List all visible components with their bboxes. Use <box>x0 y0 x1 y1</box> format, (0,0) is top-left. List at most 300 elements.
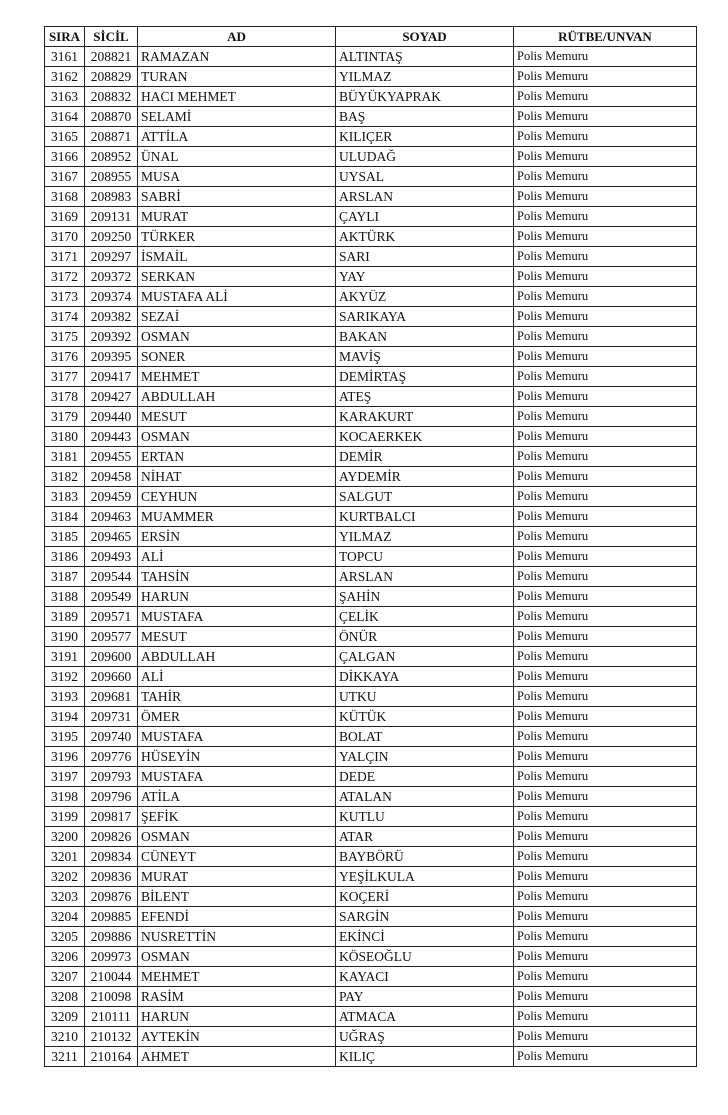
soyad-cell: KURTBALCI <box>336 507 514 527</box>
sira-cell: 3200 <box>45 827 85 847</box>
sira-cell: 3168 <box>45 187 85 207</box>
rutbe-cell: Polis Memuru <box>514 627 697 647</box>
soyad-cell: KAYACI <box>336 967 514 987</box>
ad-cell: ABDULLAH <box>138 387 336 407</box>
ad-cell: EFENDİ <box>138 907 336 927</box>
table-row <box>45 167 697 187</box>
sicil-cell: 209250 <box>85 227 138 247</box>
sira-cell: 3166 <box>45 147 85 167</box>
table-row <box>45 727 697 747</box>
sira-cell: 3204 <box>45 907 85 927</box>
rutbe-cell: Polis Memuru <box>514 827 697 847</box>
rutbe-cell: Polis Memuru <box>514 527 697 547</box>
ad-cell: ERSİN <box>138 527 336 547</box>
soyad-cell: YAY <box>336 267 514 287</box>
sira-cell: 3197 <box>45 767 85 787</box>
soyad-cell: ÇAYLI <box>336 207 514 227</box>
sicil-cell: 210044 <box>85 967 138 987</box>
sira-cell: 3208 <box>45 987 85 1007</box>
rutbe-cell: Polis Memuru <box>514 247 697 267</box>
table-row <box>45 127 697 147</box>
table-row <box>45 547 697 567</box>
header-sira: SIRA <box>45 27 85 47</box>
table-row <box>45 847 697 867</box>
table-row <box>45 387 697 407</box>
sira-cell: 3169 <box>45 207 85 227</box>
table-row <box>45 367 697 387</box>
table-row <box>45 567 697 587</box>
rutbe-cell: Polis Memuru <box>514 327 697 347</box>
table-row <box>45 607 697 627</box>
ad-cell: TAHİR <box>138 687 336 707</box>
soyad-cell: ARSLAN <box>336 567 514 587</box>
soyad-cell: ALTINTAŞ <box>336 47 514 67</box>
rutbe-cell: Polis Memuru <box>514 367 697 387</box>
sira-cell: 3165 <box>45 127 85 147</box>
ad-cell: RAMAZAN <box>138 47 336 67</box>
sicil-cell: 209440 <box>85 407 138 427</box>
ad-cell: ÜNAL <box>138 147 336 167</box>
rutbe-cell: Polis Memuru <box>514 1047 697 1067</box>
ad-cell: OSMAN <box>138 947 336 967</box>
ad-cell: RASİM <box>138 987 336 1007</box>
sicil-cell: 209395 <box>85 347 138 367</box>
ad-cell: ALİ <box>138 667 336 687</box>
sira-cell: 3193 <box>45 687 85 707</box>
sicil-cell: 208832 <box>85 87 138 107</box>
sicil-cell: 209374 <box>85 287 138 307</box>
table-row <box>45 987 697 1007</box>
ad-cell: MUSTAFA <box>138 767 336 787</box>
table-body <box>45 47 697 1067</box>
soyad-cell: SARIKAYA <box>336 307 514 327</box>
ad-cell: ÖMER <box>138 707 336 727</box>
rutbe-cell: Polis Memuru <box>514 987 697 1007</box>
ad-cell: CEYHUN <box>138 487 336 507</box>
sira-cell: 3195 <box>45 727 85 747</box>
sicil-cell: 209885 <box>85 907 138 927</box>
ad-cell: ALİ <box>138 547 336 567</box>
soyad-cell: SALGUT <box>336 487 514 507</box>
rutbe-cell: Polis Memuru <box>514 927 697 947</box>
ad-cell: NUSRETTİN <box>138 927 336 947</box>
soyad-cell: YILMAZ <box>336 67 514 87</box>
ad-cell: AHMET <box>138 1047 336 1067</box>
rutbe-cell: Polis Memuru <box>514 347 697 367</box>
table-header <box>45 27 697 47</box>
table-row <box>45 1047 697 1067</box>
rutbe-cell: Polis Memuru <box>514 287 697 307</box>
table-row <box>45 227 697 247</box>
sicil-cell: 209465 <box>85 527 138 547</box>
sira-cell: 3187 <box>45 567 85 587</box>
sira-cell: 3173 <box>45 287 85 307</box>
soyad-cell: ATALAN <box>336 787 514 807</box>
soyad-cell: SARGİN <box>336 907 514 927</box>
rutbe-cell: Polis Memuru <box>514 147 697 167</box>
document-page <box>44 26 696 1067</box>
ad-cell: TURAN <box>138 67 336 87</box>
sira-cell: 3202 <box>45 867 85 887</box>
sira-cell: 3178 <box>45 387 85 407</box>
sicil-cell: 209493 <box>85 547 138 567</box>
sira-cell: 3185 <box>45 527 85 547</box>
ad-cell: OSMAN <box>138 827 336 847</box>
soyad-cell: KOÇERİ <box>336 887 514 907</box>
ad-cell: MUSTAFA <box>138 607 336 627</box>
sicil-cell: 210164 <box>85 1047 138 1067</box>
ad-cell: SONER <box>138 347 336 367</box>
sicil-cell: 209458 <box>85 467 138 487</box>
ad-cell: MUSTAFA ALİ <box>138 287 336 307</box>
rutbe-cell: Polis Memuru <box>514 1027 697 1047</box>
table-row <box>45 207 697 227</box>
sicil-cell: 209372 <box>85 267 138 287</box>
sicil-cell: 209836 <box>85 867 138 887</box>
table-row <box>45 487 697 507</box>
soyad-cell: UTKU <box>336 687 514 707</box>
ad-cell: TÜRKER <box>138 227 336 247</box>
soyad-cell: KARAKURT <box>336 407 514 427</box>
sicil-cell: 209660 <box>85 667 138 687</box>
rutbe-cell: Polis Memuru <box>514 107 697 127</box>
sira-cell: 3201 <box>45 847 85 867</box>
ad-cell: HARUN <box>138 587 336 607</box>
ad-cell: OSMAN <box>138 327 336 347</box>
sira-cell: 3205 <box>45 927 85 947</box>
rutbe-cell: Polis Memuru <box>514 187 697 207</box>
soyad-cell: BAYBÖRÜ <box>336 847 514 867</box>
ad-cell: HARUN <box>138 1007 336 1027</box>
sira-cell: 3176 <box>45 347 85 367</box>
ad-cell: MURAT <box>138 867 336 887</box>
ad-cell: MURAT <box>138 207 336 227</box>
rutbe-cell: Polis Memuru <box>514 47 697 67</box>
table-row <box>45 927 697 947</box>
table-row <box>45 807 697 827</box>
sira-cell: 3188 <box>45 587 85 607</box>
soyad-cell: SARI <box>336 247 514 267</box>
rutbe-cell: Polis Memuru <box>514 607 697 627</box>
sicil-cell: 209297 <box>85 247 138 267</box>
sira-cell: 3171 <box>45 247 85 267</box>
ad-cell: ŞEFİK <box>138 807 336 827</box>
sira-cell: 3182 <box>45 467 85 487</box>
rutbe-cell: Polis Memuru <box>514 867 697 887</box>
ad-cell: MESUT <box>138 407 336 427</box>
rutbe-cell: Polis Memuru <box>514 67 697 87</box>
soyad-cell: KÜTÜK <box>336 707 514 727</box>
table-row <box>45 967 697 987</box>
sira-cell: 3186 <box>45 547 85 567</box>
soyad-cell: KILIÇER <box>336 127 514 147</box>
table-row <box>45 87 697 107</box>
ad-cell: ABDULLAH <box>138 647 336 667</box>
table-row <box>45 107 697 127</box>
ad-cell: SELAMİ <box>138 107 336 127</box>
sicil-cell: 208952 <box>85 147 138 167</box>
soyad-cell: ÇELİK <box>336 607 514 627</box>
soyad-cell: ATMACA <box>336 1007 514 1027</box>
header-soyad: SOYAD <box>336 27 514 47</box>
soyad-cell: KÖSEOĞLU <box>336 947 514 967</box>
rutbe-cell: Polis Memuru <box>514 787 697 807</box>
table-row <box>45 687 697 707</box>
sicil-cell: 209577 <box>85 627 138 647</box>
ad-cell: MEHMET <box>138 967 336 987</box>
soyad-cell: KUTLU <box>336 807 514 827</box>
table-row <box>45 1027 697 1047</box>
rutbe-cell: Polis Memuru <box>514 947 697 967</box>
ad-cell: SABRİ <box>138 187 336 207</box>
table-row <box>45 67 697 87</box>
sira-cell: 3175 <box>45 327 85 347</box>
sicil-cell: 209427 <box>85 387 138 407</box>
ad-cell: MUSA <box>138 167 336 187</box>
sicil-cell: 208821 <box>85 47 138 67</box>
sira-cell: 3167 <box>45 167 85 187</box>
sira-cell: 3207 <box>45 967 85 987</box>
sira-cell: 3177 <box>45 367 85 387</box>
table-row <box>45 407 697 427</box>
soyad-cell: AYDEMİR <box>336 467 514 487</box>
ad-cell: ERTAN <box>138 447 336 467</box>
rutbe-cell: Polis Memuru <box>514 887 697 907</box>
sira-cell: 3189 <box>45 607 85 627</box>
rutbe-cell: Polis Memuru <box>514 407 697 427</box>
rutbe-cell: Polis Memuru <box>514 227 697 247</box>
sira-cell: 3174 <box>45 307 85 327</box>
table-row <box>45 707 697 727</box>
table-row <box>45 867 697 887</box>
header-row <box>45 27 697 47</box>
table-row <box>45 627 697 647</box>
table-row <box>45 187 697 207</box>
sicil-cell: 209392 <box>85 327 138 347</box>
ad-cell: SEZAİ <box>138 307 336 327</box>
soyad-cell: MAVİŞ <box>336 347 514 367</box>
soyad-cell: DEDE <box>336 767 514 787</box>
sicil-cell: 209886 <box>85 927 138 947</box>
soyad-cell: ATEŞ <box>336 387 514 407</box>
sira-cell: 3163 <box>45 87 85 107</box>
rutbe-cell: Polis Memuru <box>514 727 697 747</box>
sicil-cell: 209973 <box>85 947 138 967</box>
sicil-cell: 209793 <box>85 767 138 787</box>
sicil-cell: 209463 <box>85 507 138 527</box>
sicil-cell: 209740 <box>85 727 138 747</box>
sicil-cell: 209876 <box>85 887 138 907</box>
ad-cell: MUSTAFA <box>138 727 336 747</box>
ad-cell: AYTEKİN <box>138 1027 336 1047</box>
soyad-cell: ARSLAN <box>336 187 514 207</box>
ad-cell: TAHSİN <box>138 567 336 587</box>
table-row <box>45 267 697 287</box>
table-row <box>45 527 697 547</box>
soyad-cell: TOPCU <box>336 547 514 567</box>
sicil-cell: 209776 <box>85 747 138 767</box>
rutbe-cell: Polis Memuru <box>514 427 697 447</box>
table-row <box>45 327 697 347</box>
soyad-cell: PAY <box>336 987 514 1007</box>
soyad-cell: ÖNÜR <box>336 627 514 647</box>
soyad-cell: KILIÇ <box>336 1047 514 1067</box>
header-sicil: SİCİL <box>85 27 138 47</box>
table-row <box>45 647 697 667</box>
rutbe-cell: Polis Memuru <box>514 1007 697 1027</box>
soyad-cell: ULUDAĞ <box>336 147 514 167</box>
soyad-cell: DİKKAYA <box>336 667 514 687</box>
rutbe-cell: Polis Memuru <box>514 707 697 727</box>
header-rutbe: RÜTBE/UNVAN <box>514 27 697 47</box>
rutbe-cell: Polis Memuru <box>514 587 697 607</box>
table-row <box>45 467 697 487</box>
sira-cell: 3211 <box>45 1047 85 1067</box>
ad-cell: ATTİLA <box>138 127 336 147</box>
table-row <box>45 947 697 967</box>
rutbe-cell: Polis Memuru <box>514 507 697 527</box>
sira-cell: 3194 <box>45 707 85 727</box>
ad-cell: HACI MEHMET <box>138 87 336 107</box>
soyad-cell: BAŞ <box>336 107 514 127</box>
rutbe-cell: Polis Memuru <box>514 387 697 407</box>
table-row <box>45 667 697 687</box>
soyad-cell: BOLAT <box>336 727 514 747</box>
soyad-cell: ÇALGAN <box>336 647 514 667</box>
ad-cell: HÜSEYİN <box>138 747 336 767</box>
sicil-cell: 209549 <box>85 587 138 607</box>
sira-cell: 3172 <box>45 267 85 287</box>
rutbe-cell: Polis Memuru <box>514 307 697 327</box>
sira-cell: 3196 <box>45 747 85 767</box>
sira-cell: 3203 <box>45 887 85 907</box>
ad-cell: BİLENT <box>138 887 336 907</box>
sicil-cell: 209571 <box>85 607 138 627</box>
ad-cell: MUAMMER <box>138 507 336 527</box>
rutbe-cell: Polis Memuru <box>514 907 697 927</box>
sira-cell: 3162 <box>45 67 85 87</box>
sicil-cell: 208871 <box>85 127 138 147</box>
rutbe-cell: Polis Memuru <box>514 87 697 107</box>
table-row <box>45 347 697 367</box>
sicil-cell: 208870 <box>85 107 138 127</box>
sicil-cell: 208955 <box>85 167 138 187</box>
soyad-cell: BÜYÜKYAPRAK <box>336 87 514 107</box>
soyad-cell: YEŞİLKULA <box>336 867 514 887</box>
personnel-table <box>44 26 697 1067</box>
sicil-cell: 209826 <box>85 827 138 847</box>
soyad-cell: DEMİR <box>336 447 514 467</box>
sicil-cell: 209455 <box>85 447 138 467</box>
table-row <box>45 587 697 607</box>
soyad-cell: ATAR <box>336 827 514 847</box>
ad-cell: SERKAN <box>138 267 336 287</box>
rutbe-cell: Polis Memuru <box>514 447 697 467</box>
table-row <box>45 887 697 907</box>
sira-cell: 3179 <box>45 407 85 427</box>
rutbe-cell: Polis Memuru <box>514 647 697 667</box>
sicil-cell: 208983 <box>85 187 138 207</box>
table-row <box>45 787 697 807</box>
table-row <box>45 247 697 267</box>
rutbe-cell: Polis Memuru <box>514 967 697 987</box>
sicil-cell: 209796 <box>85 787 138 807</box>
sicil-cell: 210111 <box>85 1007 138 1027</box>
ad-cell: ATİLA <box>138 787 336 807</box>
sira-cell: 3181 <box>45 447 85 467</box>
ad-cell: CÜNEYT <box>138 847 336 867</box>
sira-cell: 3198 <box>45 787 85 807</box>
rutbe-cell: Polis Memuru <box>514 487 697 507</box>
table-row <box>45 1007 697 1027</box>
soyad-cell: EKİNCİ <box>336 927 514 947</box>
table-row <box>45 47 697 67</box>
rutbe-cell: Polis Memuru <box>514 207 697 227</box>
rutbe-cell: Polis Memuru <box>514 747 697 767</box>
sicil-cell: 209417 <box>85 367 138 387</box>
sira-cell: 3210 <box>45 1027 85 1047</box>
table-row <box>45 507 697 527</box>
table-row <box>45 427 697 447</box>
sicil-cell: 209443 <box>85 427 138 447</box>
sicil-cell: 209382 <box>85 307 138 327</box>
table-row <box>45 447 697 467</box>
ad-cell: İSMAİL <box>138 247 336 267</box>
soyad-cell: YILMAZ <box>336 527 514 547</box>
sira-cell: 3206 <box>45 947 85 967</box>
sicil-cell: 209731 <box>85 707 138 727</box>
rutbe-cell: Polis Memuru <box>514 167 697 187</box>
table-row <box>45 307 697 327</box>
sira-cell: 3184 <box>45 507 85 527</box>
sira-cell: 3191 <box>45 647 85 667</box>
rutbe-cell: Polis Memuru <box>514 807 697 827</box>
soyad-cell: BAKAN <box>336 327 514 347</box>
soyad-cell: AKYÜZ <box>336 287 514 307</box>
soyad-cell: UĞRAŞ <box>336 1027 514 1047</box>
ad-cell: OSMAN <box>138 427 336 447</box>
sicil-cell: 209544 <box>85 567 138 587</box>
soyad-cell: AKTÜRK <box>336 227 514 247</box>
table-row <box>45 147 697 167</box>
soyad-cell: KOCAERKEK <box>336 427 514 447</box>
ad-cell: MESUT <box>138 627 336 647</box>
sira-cell: 3170 <box>45 227 85 247</box>
soyad-cell: UYSAL <box>336 167 514 187</box>
sira-cell: 3164 <box>45 107 85 127</box>
sira-cell: 3190 <box>45 627 85 647</box>
table-row <box>45 747 697 767</box>
sicil-cell: 209681 <box>85 687 138 707</box>
sicil-cell: 208829 <box>85 67 138 87</box>
rutbe-cell: Polis Memuru <box>514 767 697 787</box>
soyad-cell: YALÇIN <box>336 747 514 767</box>
sicil-cell: 209817 <box>85 807 138 827</box>
rutbe-cell: Polis Memuru <box>514 467 697 487</box>
sicil-cell: 209459 <box>85 487 138 507</box>
sicil-cell: 209131 <box>85 207 138 227</box>
sicil-cell: 209834 <box>85 847 138 867</box>
sira-cell: 3161 <box>45 47 85 67</box>
sira-cell: 3209 <box>45 1007 85 1027</box>
rutbe-cell: Polis Memuru <box>514 847 697 867</box>
rutbe-cell: Polis Memuru <box>514 127 697 147</box>
rutbe-cell: Polis Memuru <box>514 667 697 687</box>
sira-cell: 3192 <box>45 667 85 687</box>
table-row <box>45 767 697 787</box>
sira-cell: 3199 <box>45 807 85 827</box>
ad-cell: NİHAT <box>138 467 336 487</box>
